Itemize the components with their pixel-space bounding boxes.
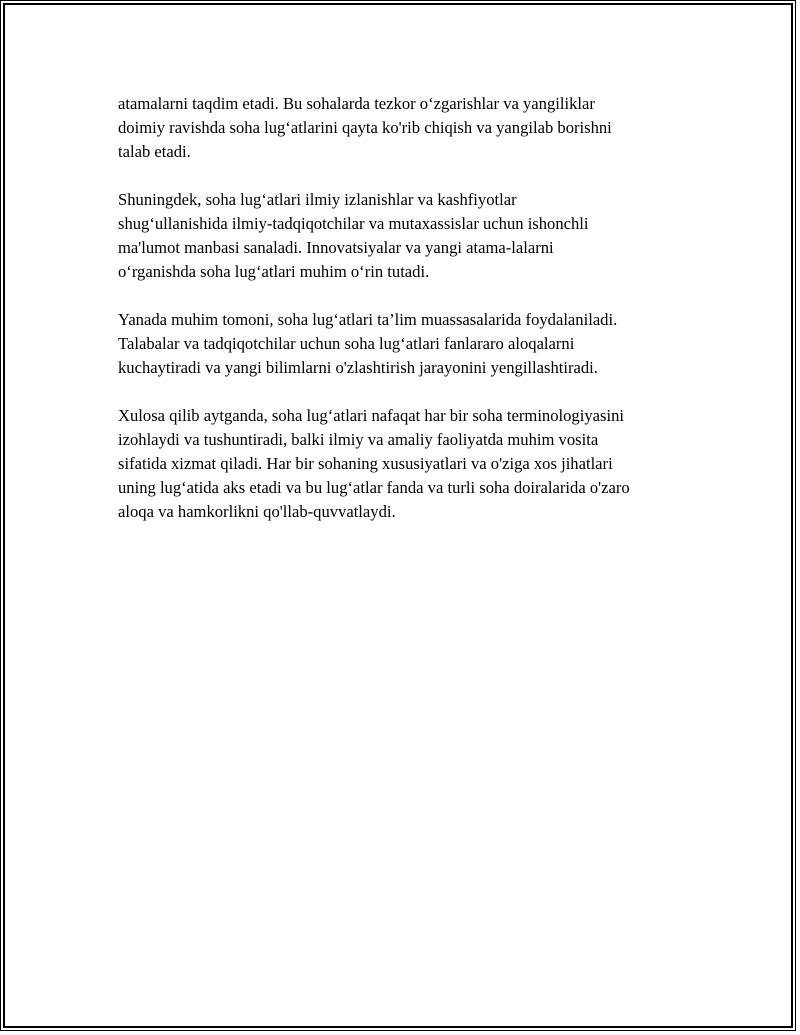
text-line: shug‘ullanishida ilmiy-tadqiqotchilar va mutaxassislar uchun ishonchli: [118, 214, 589, 233]
text-line: Yanada muhim tomoni, soha lug‘atlari ta’lim muassasalarida foydalaniladi.: [118, 310, 618, 329]
text-line: o‘rganishda soha lug‘atlari muhim o‘rin tutadi.: [118, 262, 430, 281]
text-line: Shuningdek, soha lug‘atlari ilmiy izlanishlar va kashfiyotlar: [118, 190, 517, 209]
text-line: talab etadi.: [118, 142, 191, 161]
document-body: [118, 92, 708, 548]
text-line: aloqa va hamkorlikni qo'llab-quvvatlaydi.: [118, 502, 396, 521]
text-line: ma'lumot manbasi sanaladi. Innovatsiyalar va yangi atama-lalarni: [118, 238, 554, 257]
paragraph-3: [118, 308, 708, 380]
paragraph-4: [118, 404, 708, 524]
text-line: Xulosa qilib aytganda, soha lug‘atlari nafaqat har bir soha terminologiyasini: [118, 406, 624, 425]
text-line: sifatida xizmat qiladi. Har bir sohaning xususiyatlari va o'ziga xos jihatlari: [118, 454, 613, 473]
text-line: kuchaytiradi va yangi bilimlarni o'zlashtirish jarayonini yengillashtiradi.: [118, 358, 598, 377]
paragraph-1: [118, 92, 708, 164]
text-line: izohlaydi va tushuntiradi, balki ilmiy va amaliy faoliyatda muhim vosita: [118, 430, 599, 449]
paragraph-2: [118, 188, 708, 284]
text-line: uning lug‘atida aks etadi va bu lug‘atlar fanda va turli soha doiralarida o'zaro: [118, 478, 630, 497]
text-line: Talabalar va tadqiqotchilar uchun soha lug‘atlari fanlararo aloqalarni: [118, 334, 575, 353]
text-line: atamalarni taqdim etadi. Bu sohalarda tezkor o‘zgarishlar va yangiliklar: [118, 94, 595, 113]
text-line: doimiy ravishda soha lug‘atlarini qayta ko'rib chiqish va yangilab borishni: [118, 118, 612, 137]
